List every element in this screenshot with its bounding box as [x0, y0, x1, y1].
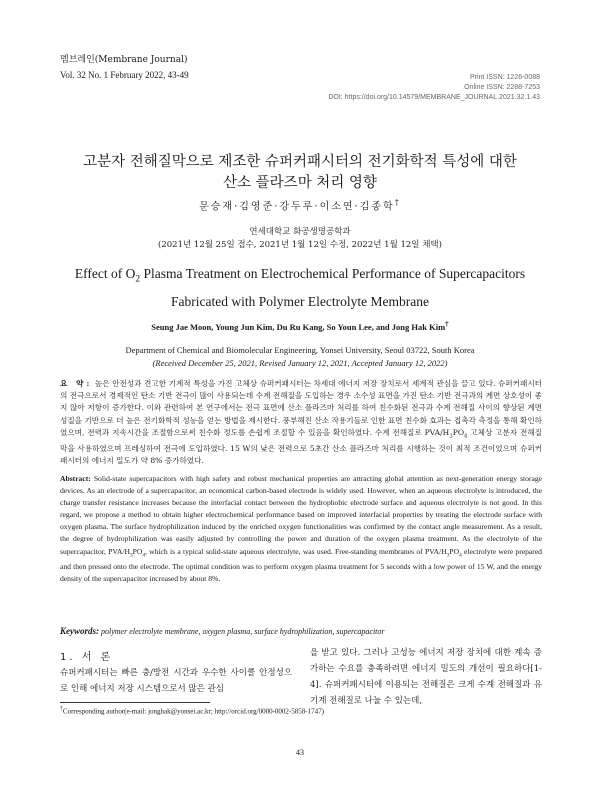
korean-title-line1: 고분자 전해질막으로 제조한 슈퍼커패시터의 전기화학적 특성에 대한	[83, 154, 517, 170]
korean-authors-names: 문승재·김영준·강두루·이소연·김종학	[199, 201, 395, 213]
abstract-text: , which is a typical solid-state aqueous electrolyte, was used. Free-standing membranes of PVA/H	[144, 546, 447, 556]
issn-doi-block	[328, 73, 540, 103]
body-right-column: 을 받고 있다. 그러나 고성능 에너지 저장 장치에 대한 계속 증가하는 수요를 충족하려면 에너지 밀도의 개선이 필요하다[1-4]. 슈퍼커패시터에 이용되는 전해질은 크게 수계 전해질과 유기계 전해질로 나눌 수 있는데,	[310, 648, 542, 706]
abstract-text: PO	[449, 546, 460, 556]
korean-title-line2: 산소 플라즈마 처리 영향	[223, 175, 377, 191]
online-issn: Online ISSN: 2288-7253	[464, 84, 540, 91]
english-abstract-label: Abstract:	[60, 474, 91, 483]
section-heading-introduction: 1. 서 론	[60, 652, 114, 663]
subscript: 3	[446, 552, 450, 559]
journal-name: 멤브레인(Membrane Journal)	[60, 55, 188, 65]
english-abstract	[60, 473, 542, 585]
korean-title	[0, 152, 600, 194]
english-title-line2: Fabricated with Polymer Electrolyte Membrane	[171, 293, 429, 309]
keywords-text: polymer electrolyte membrane, oxygen plasma, surface hydrophilization, supercapacitor	[99, 627, 385, 636]
body-left-column: 슈퍼커패시터는 빠른 충/방전 시간과 우수한 사이클 안정성으로 인해 에너지 저장 시스템으로서 많은 관심	[60, 668, 292, 694]
corresponding-author-footnote	[60, 706, 542, 715]
english-dates: (Received December 25, 2021, Revised January 12, 2021, Accepted January 12, 2022)	[152, 358, 448, 368]
footnote-text: Corresponding author(e-mail: jonghak@yonsei.ac.kr; http://orcid.org/0000-0002-5858-1747)	[62, 707, 324, 716]
abstract-text: electrolyte were prepared and then pressed onto the electrode. The optimal condition was to perform oxygen plasma treatment for 5 seconds with a low power of 15 W, and the energy density of the supercapacitor increased by about 8%.	[60, 546, 542, 584]
abstract-text: 높은 안전성과 견고한 기계적 특성을 가진 고체상 슈퍼커패시터는 차세대 에너지 저장 장치로서 세계적 관심을 끌고 있다. 슈퍼커패시터의 전극으로서 경제적인 탄소 기반 전극이 많이 사용되는데 수계 전해질을 도입하는 경우 소수성 표면을 가진 탄소 기반 전극과의 계면 상호성이 좋지 않아 저항이 증가한다. 이와 관련하여 본 연구에서는 전극 표면에 산소 플라즈마 처리를 하여 친수화된 전극과 수계 전해질 사이의 향상된 계면 성질을 기반으로 더 높은 전기화학적 성능을 얻는 방법을 제시한다. 풍부해진 산소 작용기들로 인한 표면 친수화 효과는 접촉각 측정을 통해 확인하였으며, 전력과 지속시간을 조절함으로써 친수화 정도를 손쉽게 조절할 수 있음을 확인하였다. 수계 전해질로 PVA/H	[60, 379, 542, 437]
korean-abstract	[60, 378, 542, 467]
keywords-label: Keywords:	[60, 626, 99, 636]
subscript: 3	[449, 433, 453, 440]
journal-volume-info: Vol. 32 No. 1 February 2022, 43-49	[60, 70, 189, 80]
subscript: 4	[459, 552, 462, 559]
korean-authors	[0, 197, 600, 212]
english-affiliation: Department of Chemical and Biomolecular Engineering, Yonsei University, Seoul 03722, South Korea	[125, 345, 475, 355]
doi-link[interactable]: DOI: https://doi.org/10.14579/MEMBRANE_JOURNAL.2021.32.1.43	[328, 94, 540, 101]
corresponding-dagger: †	[394, 197, 401, 207]
korean-abstract-label: 요 약:	[60, 379, 93, 388]
english-authors	[0, 320, 600, 332]
english-title-text: Effect of O	[74, 266, 136, 281]
english-authors-names: Seung Jae Moon, Young Jun Kim, Du Ru Kang, So Youn Lee, and Jong Hak Kim	[151, 321, 446, 332]
keywords	[60, 626, 542, 636]
page-number: 43	[296, 748, 304, 757]
abstract-text: PO	[452, 427, 465, 437]
english-title	[0, 263, 600, 313]
korean-affiliation: 연세대학교 화공생명공학과	[249, 227, 351, 237]
english-title-text: Plasma Treatment on Electrochemical Performance of Supercapacitors	[140, 266, 526, 281]
korean-dates: (2021년 12월 25일 접수, 2021년 1월 12일 수정, 2022년 1월 12일 채택)	[158, 240, 442, 250]
footnote-divider	[60, 702, 210, 703]
abstract-text: Solid-state supercapacitors with high safety and robust mechanical properties are attracting global attention as next-generation energy storage devices. As an electrode of a supercapacitor, an economical carbon-based electrode is widely used. However, when an aqueous electrolyte is introduced, the charge transfer resistance increases because the interfacial contact between the hydrophobic electrode surface and aqueous electrolyte is not good. In this regard, we propose a method to obtain higher electrochemical performance based on improved interfacial properties by treating the electrode surface with oxygen plasma. The surface hydrophilization induced by the enriched oxygen functionalities was confirmed by the contact angle measurement. As a result, the degree of hydrophilization was easily adjusted by controlling the power and duration of the oxygen plasma treatment. As the electrolyte of the supercapacitor, PVA/H	[60, 474, 542, 556]
abstract-text: 고체상 고분자 전해질막을 사용하였으며 프레싱하여 전극에 도입하였다. 15 W의 낮은 전력으로 5초간 산소 플라즈마 처리를 시행하는 것이 최적 조건이었으며 슈퍼커패시터의 에너지 밀도가 약 8% 증가하였다.	[60, 427, 542, 465]
subscript: 4	[464, 433, 468, 440]
footnote-dagger: †	[60, 706, 63, 712]
abstract-text: PO	[132, 546, 143, 556]
english-title-line1	[0, 263, 600, 291]
english-title-subscript: 2	[135, 274, 141, 285]
corresponding-dagger: †	[445, 320, 449, 328]
subscript: 3	[129, 552, 133, 559]
subscript: 4	[142, 552, 145, 559]
print-issn: Print ISSN: 1226-0088	[469, 74, 540, 81]
